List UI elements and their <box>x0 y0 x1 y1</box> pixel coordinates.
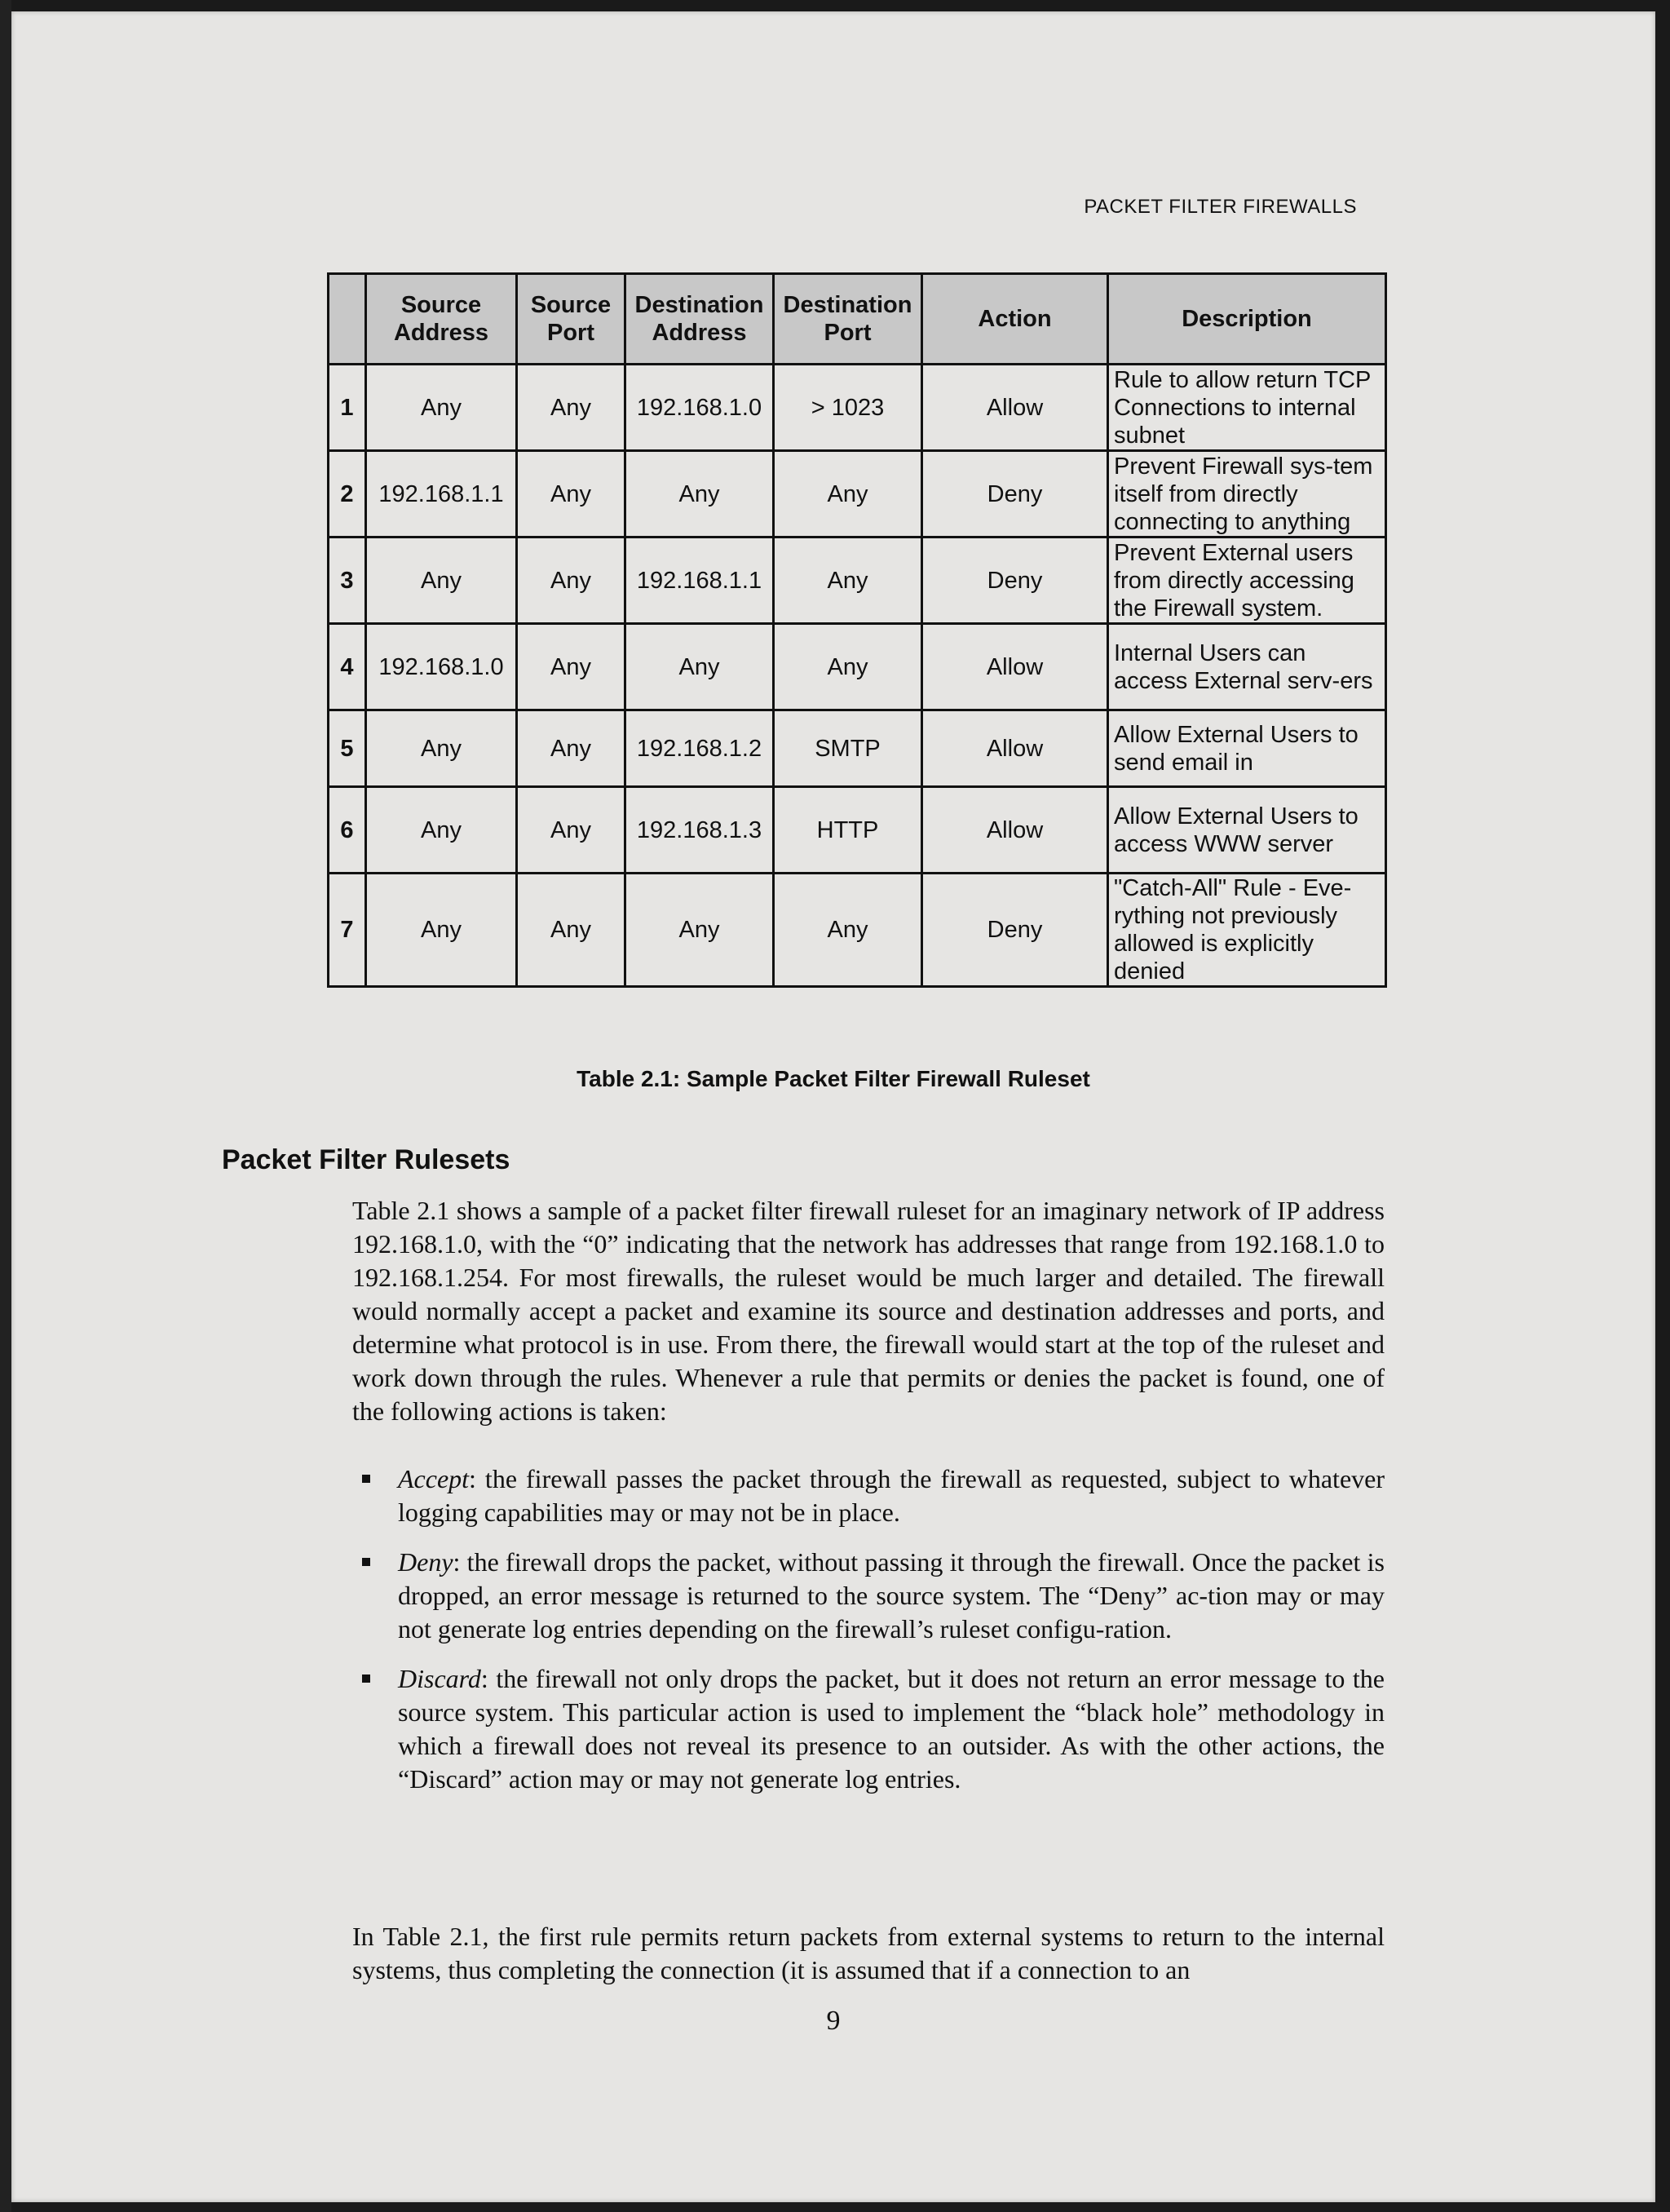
column-header: Action <box>922 274 1108 365</box>
destination-port-cell: Any <box>774 538 922 624</box>
table-row <box>329 624 1386 710</box>
column-header: Destination Port <box>774 274 922 365</box>
table-row <box>329 710 1386 787</box>
destination-address-cell: 192.168.1.1 <box>625 538 774 624</box>
destination-port-cell: SMTP <box>774 710 922 787</box>
destination-address-cell: 192.168.1.0 <box>625 365 774 451</box>
source-address-cell: Any <box>366 787 517 874</box>
page-number: 9 <box>826 2006 841 2036</box>
source-port-cell: Any <box>517 451 625 538</box>
source-address-cell: 192.168.1.0 <box>366 624 517 710</box>
list-term: Deny <box>398 1547 453 1577</box>
list-text: : the firewall drops the packet, without passing it through the firewall. Once the packet is dropped, an error message is returned to the source system. The “Deny” ac-tion may or may not generate log entries depending on the firewall’s ruleset configu-ration. <box>398 1547 1385 1644</box>
description-cell: Internal Users can access External serv-ers <box>1108 624 1386 710</box>
description-cell: Allow External Users to access WWW server <box>1108 787 1386 874</box>
description-cell: Rule to allow return TCP Connections to internal subnet <box>1108 365 1386 451</box>
section-heading: Packet Filter Rulesets <box>222 1144 510 1175</box>
table-row <box>329 538 1386 624</box>
list-item <box>352 1662 1385 1796</box>
scan-edge <box>0 0 11 2212</box>
description-cell: Prevent External users from directly accessing the Firewall system. <box>1108 538 1386 624</box>
destination-port-cell: Any <box>774 624 922 710</box>
description-cell: Prevent Firewall sys-tem itself from directly connecting to anything <box>1108 451 1386 538</box>
source-address-cell: Any <box>366 710 517 787</box>
source-port-cell: Any <box>517 538 625 624</box>
column-header: Source Port <box>517 274 625 365</box>
destination-address-cell: Any <box>625 451 774 538</box>
column-header: Destination Address <box>625 274 774 365</box>
rule-number: 5 <box>329 710 366 787</box>
source-port-cell: Any <box>517 365 625 451</box>
list-text: : the firewall passes the packet through the firewall as requested, subject to whatever logging capabilities may or may not be in place. <box>398 1464 1385 1527</box>
rule-number: 3 <box>329 538 366 624</box>
action-cell: Deny <box>922 874 1108 987</box>
destination-address-cell: Any <box>625 624 774 710</box>
rule-number: 6 <box>329 787 366 874</box>
column-header <box>329 274 366 365</box>
rule-number: 4 <box>329 624 366 710</box>
source-address-cell: Any <box>366 874 517 987</box>
destination-port-cell: > 1023 <box>774 365 922 451</box>
source-port-cell: Any <box>517 874 625 987</box>
action-cell: Deny <box>922 451 1108 538</box>
destination-port-cell: Any <box>774 874 922 987</box>
action-cell: Allow <box>922 624 1108 710</box>
source-port-cell: Any <box>517 787 625 874</box>
action-cell: Allow <box>922 710 1108 787</box>
source-address-cell: Any <box>366 538 517 624</box>
list-item <box>352 1546 1385 1646</box>
ruleset-table <box>327 272 1387 988</box>
table-row <box>329 365 1386 451</box>
bullet-square-icon <box>362 1674 370 1683</box>
rule-number: 1 <box>329 365 366 451</box>
body-paragraph: Table 2.1 shows a sample of a packet filter firewall ruleset for an imaginary network of IP address 192.168.1.0, with the “0” indicating that the network has addresses that range from 192.168.1.0 to 192.168.1.254. For most firewalls, the ruleset would be much larger and detailed. The firewall would normally accept a packet and examine its source and destination addresses and ports, and determine what protocol is in use. From there, the firewall would start at the top of the ruleset and work down through the rules. Whenever a rule that permits or denies the packet is found, one of the following actions is taken: <box>352 1196 1385 1426</box>
destination-address-cell: Any <box>625 874 774 987</box>
list-term: Discard <box>398 1664 481 1693</box>
table-row <box>329 874 1386 987</box>
bullet-square-icon <box>362 1475 370 1483</box>
table-row <box>329 787 1386 874</box>
document-page <box>11 11 1655 2202</box>
destination-address-cell: 192.168.1.3 <box>625 787 774 874</box>
action-list <box>352 1462 1385 1812</box>
action-cell: Allow <box>922 365 1108 451</box>
column-header: Description <box>1108 274 1386 365</box>
bullet-square-icon <box>362 1558 370 1566</box>
list-text: : the firewall not only drops the packet, but it does not return an error message to the source system. This particular action is used to implement the “black hole” methodology in which a firewall does not reveal its presence to an outsider. As with the other actions, the “Discard” action may or may not generate log entries. <box>398 1664 1385 1794</box>
source-port-cell: Any <box>517 624 625 710</box>
source-address-cell: Any <box>366 365 517 451</box>
table-row <box>329 451 1386 538</box>
action-cell: Allow <box>922 787 1108 874</box>
description-cell: Allow External Users to send email in <box>1108 710 1386 787</box>
source-address-cell: 192.168.1.1 <box>366 451 517 538</box>
destination-address-cell: 192.168.1.2 <box>625 710 774 787</box>
action-cell: Deny <box>922 538 1108 624</box>
body-paragraph: In Table 2.1, the first rule permits return packets from external systems to return to the internal systems, thus completing the connection (it is assumed that if a connection to an <box>352 1922 1385 1984</box>
table-caption: Table 2.1: Sample Packet Filter Firewall Ruleset <box>577 1066 1090 1091</box>
column-header: Source Address <box>366 274 517 365</box>
source-port-cell: Any <box>517 710 625 787</box>
rule-number: 7 <box>329 874 366 987</box>
destination-port-cell: Any <box>774 451 922 538</box>
table-header-row <box>329 274 1386 365</box>
list-term: Accept <box>398 1464 470 1493</box>
rule-number: 2 <box>329 451 366 538</box>
running-header: PACKET FILTER FIREWALLS <box>1084 196 1357 218</box>
list-item <box>352 1462 1385 1529</box>
description-cell: "Catch-All" Rule - Eve-rything not previously allowed is explicitly denied <box>1108 874 1386 987</box>
destination-port-cell: HTTP <box>774 787 922 874</box>
